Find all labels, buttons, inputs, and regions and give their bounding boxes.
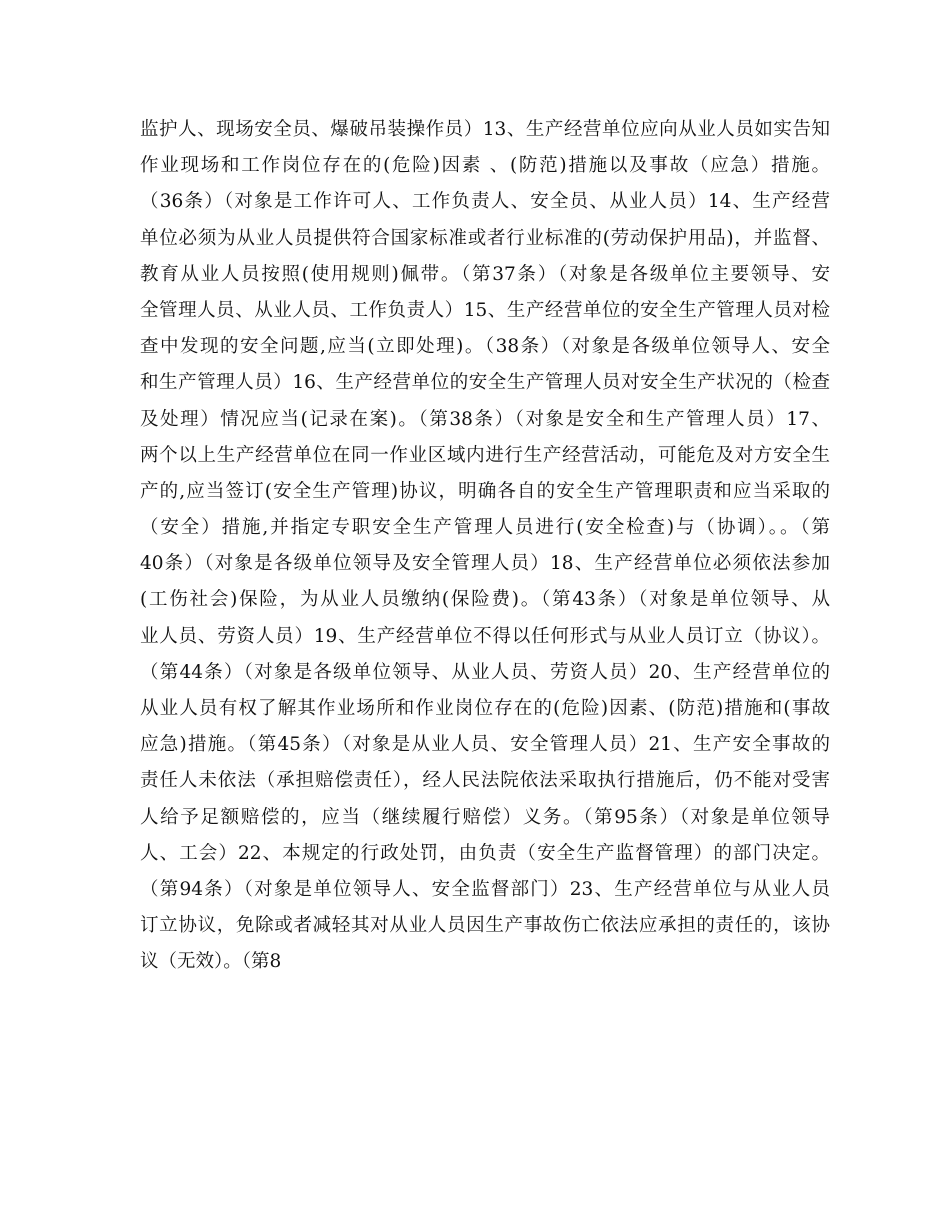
text-line: 应急)措施。（第45条）（对象是从业人员、安全管理人员）21、生产安全事故的 [140,734,830,756]
text-line: 监护人、现场安全员、爆破吊装操作员）13、生产经营单位应向从业人员如实告知 [140,119,830,140]
text-line: 查中发现的安全问题,应当(立即处理)。（38条）（对象是各级单位领导人、安全 [140,336,830,358]
text-line: （安全）措施,并指定专职安全生产管理人员进行(安全检查)与（协调）。。（第 [140,517,830,539]
body-text [140,112,830,981]
text-line: 单位必须为从业人员提供符合国家标准或者行业标准的(劳动保护用品)，并监督、 [140,227,830,249]
text-line: 40条）（对象是各级单位领导及安全管理人员）18、生产经营单位必须依法参加 [140,553,830,575]
text-line: 两个以上生产经营单位在同一作业区域内进行生产经营活动，可能危及对方安全生 [140,444,830,466]
text-line: 及处理）情况应当(记录在案)。（第38条）（对象是安全和生产管理人员）17、 [140,408,830,430]
text-line: （第94条）（对象是单位领导人、安全监督部门）23、生产经营单位与从业人员 [140,878,830,900]
text-line: 全管理人员、从业人员、工作负责人）15、生产经营单位的安全生产管理人员对检 [140,299,830,321]
text-line: (工伤社会)保险，为从业人员缴纳(保险费)。（第43条）（对象是单位领导、从 [140,589,830,611]
text-line: 人给予足额赔偿的，应当（继续履行赔偿）义务。（第95条）（对象是单位领导 [140,806,830,828]
text-line: 教育从业人员按照(使用规则)佩带。（第37条）（对象是各级单位主要领导、安 [140,263,830,285]
text-line: 产的,应当签订(安全生产管理)协议，明确各自的安全生产管理职责和应当采取的 [140,480,830,502]
text-line: 责任人未依法（承担赔偿责任），经人民法院依法采取执行措施后，仍不能对受害 [140,770,830,792]
text-line: 业人员、劳资人员）19、生产经营单位不得以任何形式与从业人员订立（协议）。 [140,625,830,647]
text-line: （36条）（对象是工作许可人、工作负责人、安全员、从业人员）14、生产经营 [140,191,830,213]
text-line-last: 议（无效）。（第8 [140,951,282,973]
text-line: （第44条）（对象是各级单位领导、从业人员、劳资人员）20、生产经营单位的 [140,661,830,683]
text-line: 作业现场和工作岗位存在的(危险)因素 、(防范)措施以及事故（应急）措施。 [140,155,830,177]
text-line: 人、工会）22、本规定的行政处罚，由负责（安全生产监督管理）的部门决定。 [140,842,830,864]
text-line: 从业人员有权了解其作业场所和作业岗位存在的(危险)因素、(防范)措施和(事故 [140,698,830,719]
text-line: 订立协议，免除或者减轻其对从业人员因生产事故伤亡依法应承担的责任的，该协 [140,915,830,937]
text-line: 和生产管理人员）16、生产经营单位的安全生产管理人员对安全生产状况的（检查 [140,372,830,394]
